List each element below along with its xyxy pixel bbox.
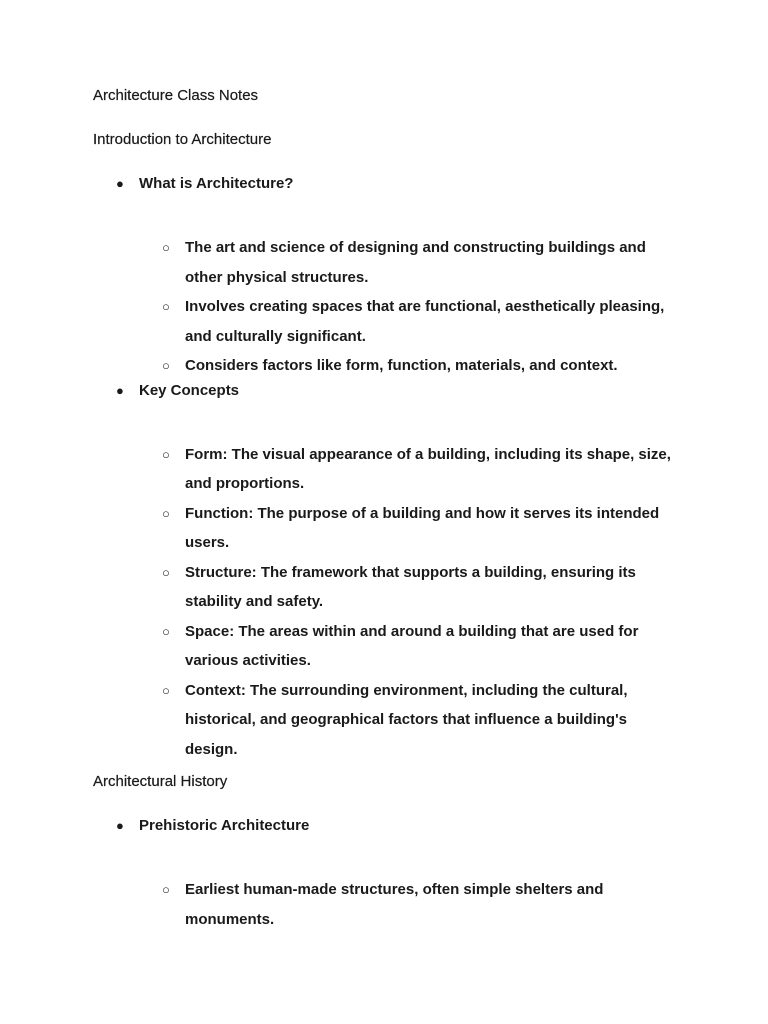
sublist-item <box>139 440 675 499</box>
sublist-item-text: The art and science of designing and constructing buildings and other physical structures. <box>185 239 646 286</box>
section-heading-introduction: Introduction to Architecture <box>93 131 272 148</box>
bullet-circle-icon: ○ <box>162 446 170 462</box>
sublist-item-text: Structure: The framework that supports a building, ensuring its stability and safety. <box>185 563 636 610</box>
sublist-item-text: Involves creating spaces that are functional, aesthetically pleasing, and culturally significant. <box>185 298 665 345</box>
bullet-circle-icon: ○ <box>162 358 170 373</box>
bullet-circle-icon: ○ <box>162 623 170 639</box>
sublist-item-text: Considers factors like form, function, materials, and context. <box>185 357 618 374</box>
bullet-disc-icon: ● <box>116 818 124 833</box>
sublist-item-text: Earliest human-made structures, often simple shelters and monuments. <box>185 881 604 928</box>
list-item-prehistoric-architecture <box>93 816 693 934</box>
sublist-item <box>139 499 675 558</box>
sublist <box>139 836 693 934</box>
bullet-circle-icon: ○ <box>162 882 170 897</box>
sublist-item <box>139 233 675 292</box>
sublist-item-text: Context: The surrounding environment, including the cultural, historical, and geographical factors that influence a building's design. <box>185 681 628 758</box>
sublist-item <box>139 292 675 351</box>
sublist-item <box>139 875 675 934</box>
sublist <box>139 194 693 381</box>
section-list-introduction <box>93 174 693 764</box>
sublist-item-text: Function: The purpose of a building and how it serves its intended users. <box>185 504 660 551</box>
list-item-label: What is Architecture? <box>139 175 294 192</box>
list-item-label: Prehistoric Architecture <box>139 817 310 834</box>
bullet-circle-icon: ○ <box>162 682 170 698</box>
bullet-circle-icon: ○ <box>162 564 170 580</box>
document-title: Architecture Class Notes <box>93 87 259 104</box>
bullet-disc-icon: ● <box>116 176 124 191</box>
sublist <box>139 401 693 765</box>
section-heading-architectural-history: Architectural History <box>93 773 228 790</box>
sublist-item-text: Space: The areas within and around a building that are used for various activities. <box>185 622 639 669</box>
bullet-circle-icon: ○ <box>162 299 170 314</box>
bullet-disc-icon: ● <box>116 382 124 398</box>
sublist-item <box>139 351 675 381</box>
list-item-what-is-architecture <box>93 174 693 381</box>
sublist-item <box>139 676 675 765</box>
bullet-circle-icon: ○ <box>162 505 170 521</box>
sublist-item-text: Form: The visual appearance of a building, including its shape, size, and proportions. <box>185 445 671 492</box>
section-list-architectural-history <box>93 816 693 934</box>
list-item-key-concepts <box>93 381 693 765</box>
sublist-item <box>139 558 675 617</box>
list-item-label: Key Concepts <box>139 381 240 399</box>
bullet-circle-icon: ○ <box>162 240 170 255</box>
document-page <box>93 86 693 934</box>
sublist-item <box>139 617 675 676</box>
